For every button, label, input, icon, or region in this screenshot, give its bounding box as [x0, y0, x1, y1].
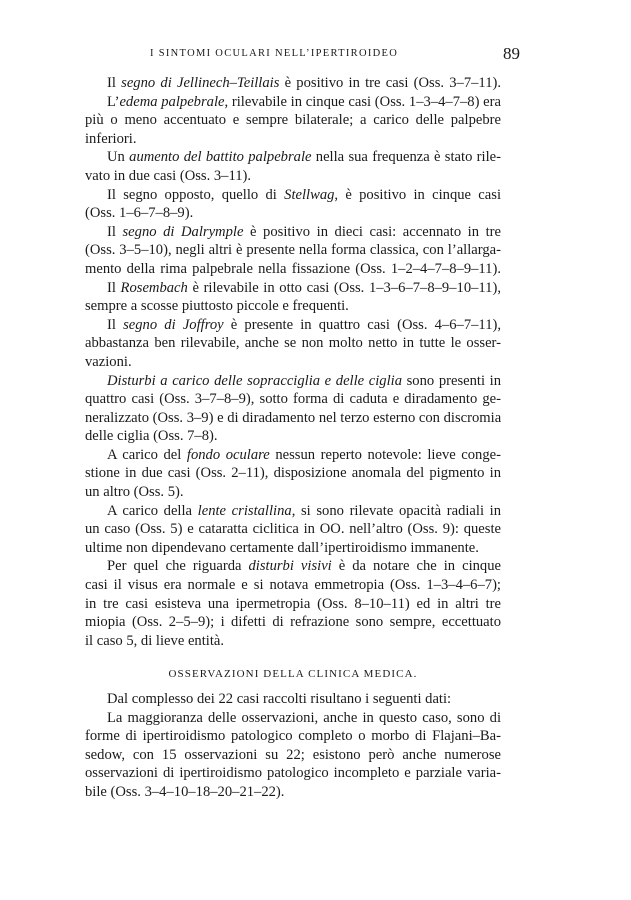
text-segment: , è positivo in cinque casi [334, 186, 501, 203]
text-line [85, 783, 501, 802]
text-line [85, 279, 501, 298]
text-segment: neralizzato (Oss. 3–9) e di diradamento nel terzo esterno con discromia [85, 409, 502, 426]
text-segment: mento della rima palpebrale nella fissazione (Oss. 1–2–4–7–8–9–11). [85, 260, 501, 277]
page-number: 89 [503, 44, 520, 63]
text-segment: è positivo in dieci casi: accennato in tre [243, 223, 501, 240]
italic-term: Stellwag [284, 186, 335, 203]
text-line [85, 520, 501, 539]
text-segment: forme di ipertiroidismo patologico completo o morbo di Flajani–Ba- [85, 728, 501, 745]
text-segment: è positivo in tre casi (Oss. 3–7–11). [279, 75, 501, 91]
text-segment: Il [107, 223, 123, 240]
text-line [85, 241, 501, 260]
text-line [85, 632, 501, 651]
text-line [85, 223, 501, 242]
text-segment: osservazioni di ipertiroidismo patologico incompleto e parziale varia- [85, 765, 501, 782]
text-segment: vazioni. [85, 353, 132, 370]
text-segment: , rilevabile in cinque casi (Oss. 1–3–4–7–8) era [224, 93, 502, 110]
text-segment: inferiori. [85, 130, 137, 147]
italic-term: aumento del battito palpebrale [129, 149, 312, 166]
italic-term: Rosembach [120, 279, 188, 296]
text-line [85, 130, 501, 149]
italic-term: lente cristallina [197, 502, 292, 519]
text-segment: , si sono rilevate opacità radiali in [291, 502, 502, 519]
text-line [85, 557, 501, 576]
text-line [85, 595, 501, 614]
text-segment: miopia (Oss. 2–5–9); i difetti di refrazione sono sempre, eccettuato [85, 614, 501, 631]
text-line [85, 390, 501, 409]
text-line [85, 690, 501, 709]
text-line [85, 167, 501, 186]
italic-term: disturbi visivi [248, 558, 332, 575]
text-line [85, 260, 501, 279]
text-segment: quattro casi (Oss. 3–7–8–9), sotto forma di caduta e diradamento ge- [85, 391, 501, 408]
text-segment: bile (Oss. 3–4–10–18–20–21–22). [85, 783, 285, 800]
text-line [85, 613, 501, 632]
text-segment: più o meno accentuato e sempre bilaterale; a carico delle palpebre [85, 112, 501, 129]
text-segment: (Oss. 1–6–7–8–9). [85, 205, 194, 222]
text-segment: Il [107, 279, 121, 296]
italic-term: edema palpebrale [119, 93, 225, 110]
text-segment: stione in due casi (Oss. 2–11), disposizione anomala del pigmento in [85, 465, 501, 482]
text-segment: Per quel che riguarda [107, 558, 249, 575]
text-segment: Il segno opposto, quello di [107, 186, 285, 203]
text-line [85, 316, 501, 335]
text-segment: A carico del [107, 446, 187, 463]
text-segment: abbastanza ben rilevabile, anche se non molto netto in tutte le osser- [85, 335, 501, 352]
text-segment: è rilevabile in otto casi (Oss. 1–3–6–7–8–9–10–11), [187, 279, 501, 296]
text-line [85, 297, 501, 316]
text-segment: L’ [107, 93, 120, 110]
text-segment: nessun reperto notevole: lieve conge- [269, 446, 501, 463]
text-line [85, 464, 501, 483]
text-line [85, 204, 501, 223]
text-line [85, 186, 501, 205]
text-segment: casi il visus era normale e si notava emmetropia (Oss. 1–3–4–6–7); [85, 577, 501, 594]
italic-term: segno di Jellinech–Teillais [121, 75, 280, 91]
text-line [85, 746, 501, 765]
text-segment: in tre casi esisteva una ipermetropia (Oss. 8–10–11) ed in altri tre [85, 595, 501, 612]
page-header [120, 44, 520, 68]
text-line [85, 74, 501, 93]
text-line [85, 709, 501, 728]
text-line [85, 539, 501, 558]
text-line [85, 111, 501, 130]
text-line [85, 409, 501, 428]
text-segment: Dal complesso dei 22 casi raccolti risultano i seguenti dati: [107, 691, 452, 707]
text-line [85, 483, 501, 502]
text-line [85, 334, 501, 353]
text-segment: è presente in quattro casi (Oss. 4–6–7–11), [223, 316, 501, 333]
body-text-medical-clinic [85, 690, 501, 802]
text-segment: vato in due casi (Oss. 3–11). [85, 167, 252, 184]
section-title: OSSERVAZIONI DELLA CLINICA MEDICA. [168, 668, 418, 680]
text-segment: è da notare che in cinque [331, 558, 502, 575]
text-line [85, 148, 501, 167]
text-line [85, 727, 501, 746]
text-segment: Il [107, 316, 124, 333]
italic-term: fondo oculare [186, 446, 270, 463]
text-line [85, 576, 501, 595]
text-line [85, 93, 501, 112]
text-segment: sempre a scosse piuttosto piccole e frequenti. [85, 298, 349, 315]
text-line [85, 446, 501, 465]
text-line [85, 764, 501, 783]
text-segment: ultime non dipendevano certamente dall’ipertiroidismo immanente. [85, 539, 479, 556]
text-line [85, 353, 501, 372]
text-segment: sono presenti in [402, 372, 501, 389]
text-segment: un caso (Oss. 5) e cataratta ciclitica in OO. nell’altro (Oss. 9): queste [85, 521, 501, 538]
text-segment: un altro (Oss. 5). [85, 484, 184, 501]
text-line [85, 427, 501, 446]
text-line [85, 372, 501, 391]
running-title: I SINTOMI OCULARI NELL’IPERTIROIDEO [150, 48, 399, 59]
text-segment: (Oss. 3–5–10), negli altri è presente nella forma classica, con l’allarga- [85, 242, 501, 259]
text-segment: sedow, con 15 osservazioni su 22; esistono però anche numerose [85, 746, 501, 763]
italic-term: segno di Dalrymple [122, 223, 244, 240]
text-segment: delle ciglia (Oss. 7–8). [85, 428, 218, 445]
body-text-ocular-symptoms [85, 74, 501, 650]
text-segment: nella sua frequenza è stato rile- [311, 149, 501, 166]
text-segment: A carico della [107, 502, 198, 519]
italic-term: Disturbi a carico delle sopracciglia e delle ciglia [107, 372, 402, 389]
italic-term: segno di Joffroy [123, 316, 224, 333]
text-segment: il caso 5, di lieve entità. [85, 632, 225, 649]
text-segment: Un [107, 149, 130, 166]
text-segment: Il [107, 75, 122, 91]
text-line [85, 502, 501, 521]
text-segment: La maggioranza delle osservazioni, anche in questo caso, sono di [107, 709, 501, 726]
